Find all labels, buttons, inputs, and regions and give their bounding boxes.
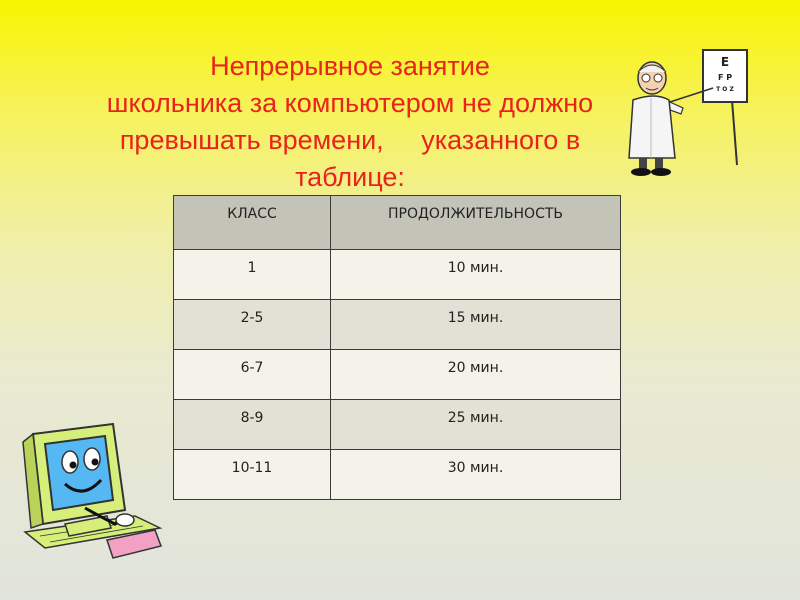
smiling-computer-monitor-illustration <box>15 420 165 570</box>
heading-line-3: превышать времени, указанного в <box>119 125 581 155</box>
grade-cell: 1 <box>174 250 331 300</box>
column-header-duration: ПРОДОЛЖИТЕЛЬНОСТЬ <box>331 196 621 250</box>
heading-line-1: Непрерывное занятие <box>210 51 490 81</box>
duration-cell: 15 мин. <box>331 300 621 350</box>
duration-cell: 10 мин. <box>331 250 621 300</box>
duration-cell: 20 мин. <box>331 350 621 400</box>
grade-cell: 10-11 <box>174 450 331 500</box>
table-row <box>174 400 621 450</box>
column-header-grade: КЛАСС <box>174 196 331 250</box>
table-row <box>174 450 621 500</box>
table-row <box>174 300 621 350</box>
table-row <box>174 250 621 300</box>
grade-cell: 8-9 <box>174 400 331 450</box>
duration-cell: 30 мин. <box>331 450 621 500</box>
table-row <box>174 350 621 400</box>
doctor-with-eye-chart-illustration <box>625 40 755 180</box>
heading-line-2: школьника за компьютером не должно <box>106 88 594 118</box>
eye-chart-row-1: Е <box>720 55 730 69</box>
grade-cell: 2-5 <box>174 300 331 350</box>
duration-cell: 25 мин. <box>331 400 621 450</box>
eye-chart-row-2: F P <box>717 73 733 82</box>
eye-chart-row-3: T O Z <box>716 86 734 93</box>
grade-cell: 6-7 <box>174 350 331 400</box>
table-header-row <box>174 196 621 250</box>
heading-line-4: таблице: <box>295 162 405 192</box>
screen-time-table <box>173 195 621 500</box>
slide-heading <box>60 48 640 196</box>
